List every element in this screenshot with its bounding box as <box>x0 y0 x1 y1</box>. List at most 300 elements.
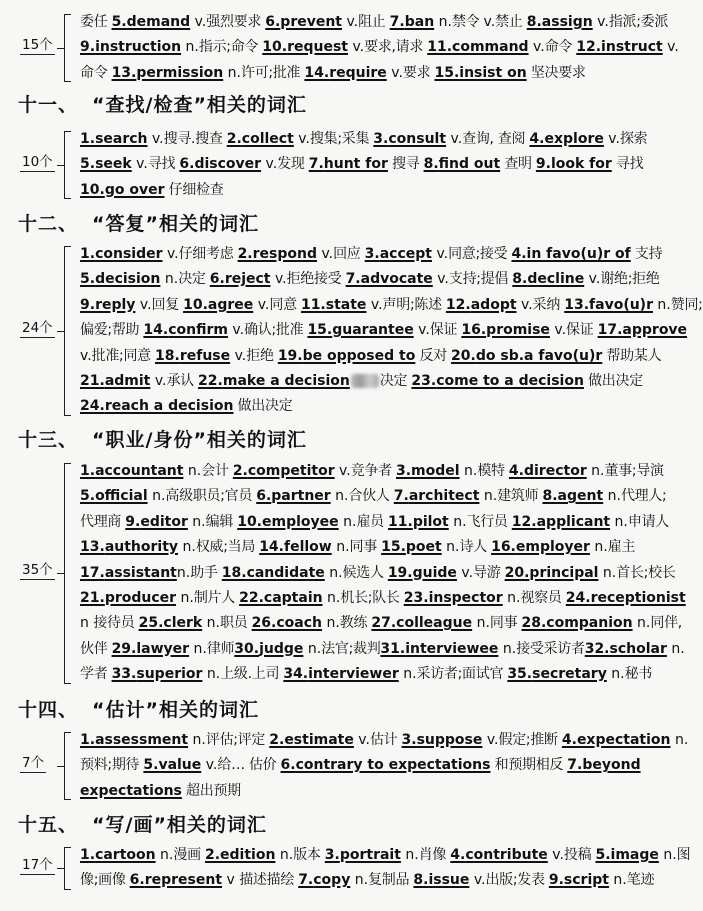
meaning-text: 拒绝接受 <box>286 271 346 288</box>
vocab-word: assessment <box>95 732 189 748</box>
part-of-speech: v. <box>549 322 567 339</box>
meaning-text: 助手 <box>190 564 222 581</box>
vocab-word: assign <box>541 14 593 30</box>
vocab-word: contribute <box>465 847 548 863</box>
part-of-speech: v. <box>353 732 370 748</box>
part-of-speech: v. <box>342 14 359 30</box>
word-list-line <box>80 242 682 267</box>
part-of-speech: n. <box>598 564 617 581</box>
meaning-text: 查询, 查阅 <box>462 131 530 147</box>
meaning-text: 同意;接受 <box>448 246 512 262</box>
bracket-tick <box>57 868 65 869</box>
entry-number: 17. <box>597 322 623 339</box>
entry-number: 2. <box>226 131 242 147</box>
entry-number: 1. <box>80 246 96 262</box>
meaning-text: 支持 <box>630 246 663 262</box>
meaning-text: 版本 <box>293 847 325 863</box>
entry-number: 13. <box>564 296 590 313</box>
entry-number: 7. <box>308 156 324 173</box>
entry-number: 7. <box>393 488 409 505</box>
word-list-line <box>80 152 682 177</box>
entry-number: 10. <box>80 181 105 198</box>
word-list-line <box>80 561 682 586</box>
part-of-speech: n. <box>666 640 685 657</box>
entry-number: 10. <box>262 39 288 56</box>
vocab-word: employee <box>262 513 339 530</box>
word-list-line <box>80 728 689 753</box>
vocab-word: secretary <box>532 666 607 683</box>
meaning-text: 和预期相反 <box>490 757 568 774</box>
part-of-speech: v. <box>201 757 218 774</box>
word-list <box>80 242 703 420</box>
section-heading <box>18 92 307 118</box>
vocab-word: be opposed to <box>302 347 416 364</box>
part-of-speech: v. <box>432 271 449 288</box>
meaning-text: 飞行员 <box>466 513 512 530</box>
part-of-speech: v. <box>482 732 499 748</box>
part-of-speech: n. <box>658 847 677 863</box>
section-heading <box>18 697 259 723</box>
bracket-tick <box>57 48 65 49</box>
part-of-speech: v. <box>446 131 463 147</box>
bracket-tick <box>57 573 65 574</box>
section-title: “职业/身份”相关的词汇 <box>92 429 307 451</box>
meaning-text: 机长;队长 <box>340 589 404 606</box>
bracket-brace <box>64 131 73 199</box>
vocab-word: promise <box>486 322 550 339</box>
vocab-word: go over <box>104 181 165 198</box>
vocab-word: model <box>411 463 460 479</box>
meaning-text: 职员 <box>220 615 252 632</box>
section-number: 十一、 <box>18 94 79 116</box>
part-of-speech: v. <box>230 347 247 364</box>
vocab-word: fellow <box>284 539 332 556</box>
vocab-word: suppose <box>416 732 483 748</box>
meaning-text: 拒绝 <box>246 347 278 364</box>
meaning-text: 给… 估价 <box>217 757 281 774</box>
vocab-word: favo(u)r <box>589 296 653 313</box>
word-list-line <box>80 10 682 35</box>
part-of-speech: n. <box>632 615 651 632</box>
part-of-speech: v. <box>547 847 564 863</box>
meaning-text: 合伙人 <box>348 488 394 505</box>
meaning-text: 指派;委派 <box>608 14 669 30</box>
entry-number: 19. <box>387 564 413 581</box>
vocab-word: clerk <box>163 615 203 632</box>
part-of-speech: n. <box>322 615 340 632</box>
word-list-line <box>80 293 703 318</box>
part-of-speech: v. <box>366 296 383 313</box>
entry-number: 6. <box>179 156 195 173</box>
vocab-word: agent <box>557 488 604 505</box>
entry-number: 9. <box>80 296 96 313</box>
meaning-text: 假定;推断 <box>498 732 562 748</box>
part-of-speech: n. <box>202 666 221 683</box>
entry-number: 4. <box>450 847 466 863</box>
entry-number: 4. <box>511 246 527 262</box>
entry-number: 25. <box>138 615 164 632</box>
meaning-text: 投稿 <box>563 847 596 863</box>
vocab-word: insist on <box>459 64 527 81</box>
entry-number: 7. <box>298 872 314 889</box>
blurred-text <box>351 374 379 388</box>
entry-number: 1. <box>80 131 96 147</box>
entry-number: 16. <box>461 322 487 339</box>
entry-number: 14. <box>304 64 330 81</box>
part-of-speech: n. <box>147 488 166 505</box>
vocab-word: approve <box>622 322 688 339</box>
meaning-text: 阻止 <box>358 14 390 30</box>
meaning-text: 候选人 <box>342 564 388 581</box>
entry-number: 24. <box>80 398 105 415</box>
part-of-speech: v. <box>483 14 496 30</box>
vocab-word: accountant <box>95 463 184 479</box>
word-list-line <box>80 459 682 484</box>
meaning-text: 许可;批准 <box>241 64 305 81</box>
entry-number: 5. <box>111 14 127 30</box>
part-of-speech: n. <box>338 513 357 530</box>
meaning-text: 搜寻.搜查 <box>163 131 227 147</box>
meaning-text: 描述描绘 <box>239 872 299 889</box>
entry-number: 13. <box>80 539 105 556</box>
word-list-line <box>80 127 682 152</box>
meaning-text: 做出决定 <box>583 372 643 389</box>
vocab-word: collect <box>241 131 294 147</box>
meaning-text: 禁令 <box>451 14 484 30</box>
vocab-word: issue <box>428 872 470 889</box>
entry-number: 12. <box>445 296 471 313</box>
word-list-line <box>80 178 682 203</box>
entry-number: 21. <box>80 372 105 389</box>
entry-number: 24. <box>565 589 591 606</box>
word-list-line <box>80 394 682 419</box>
entry-number: 6. <box>280 757 296 774</box>
entry-number: 2. <box>237 246 253 262</box>
part-of-speech: v. <box>147 131 164 147</box>
meaning-text: 代理商 <box>80 513 126 530</box>
meaning-text: 保证 <box>429 322 462 339</box>
meaning-text: 模特 <box>477 463 509 479</box>
meaning-text: 回复 <box>151 296 184 313</box>
entry-number: 17. <box>80 564 105 581</box>
section-number: 十四、 <box>18 699 79 721</box>
entry-number: 1. <box>80 463 96 479</box>
meaning-text: 制片人 <box>193 589 240 606</box>
section-title: “答复”相关的词汇 <box>92 213 259 235</box>
meaning-text: 教练 <box>339 615 372 632</box>
meaning-text: 发现 <box>277 156 309 173</box>
part-of-speech: n. <box>322 589 341 606</box>
meaning-text: 决定 <box>178 271 210 288</box>
meaning-text: 决定 <box>379 372 412 389</box>
entry-number: 15. <box>434 64 460 81</box>
meaning-text: 会计 <box>201 463 233 479</box>
part-of-speech: v. <box>150 372 167 389</box>
meaning-text: 搜寻 <box>387 156 424 173</box>
vocab-word: guide <box>412 564 457 581</box>
word-list-line <box>80 843 691 868</box>
entry-number: 3. <box>324 847 340 863</box>
meaning-text: 要求,请求 <box>364 39 428 56</box>
meaning-text: 回应 <box>333 246 365 262</box>
meaning-text: 反对 <box>415 347 452 364</box>
part-of-speech: n. <box>181 39 199 56</box>
entry-number: 8. <box>542 488 558 505</box>
meaning-text: 同事 <box>349 539 382 556</box>
part-of-speech: n. <box>652 296 671 313</box>
entry-number: 13. <box>111 64 137 81</box>
vocab-word: architect <box>408 488 480 505</box>
entry-number: 5. <box>595 847 611 863</box>
vocab-word: hunt for <box>323 156 388 173</box>
vocab-word: consult <box>388 131 447 147</box>
vocab-word: prevent <box>280 14 342 30</box>
section-title: “写/画”相关的词汇 <box>92 814 267 836</box>
entry-number: 6. <box>209 271 225 288</box>
vocab-word: contrary to expectations <box>295 757 491 774</box>
part-of-speech: n. <box>187 513 206 530</box>
word-count-label: 7个 <box>22 755 45 772</box>
part-of-speech: v <box>222 872 240 889</box>
word-list-line <box>80 753 682 778</box>
part-of-speech: n. <box>398 666 417 683</box>
bracket-brace <box>64 14 73 82</box>
entry-number: 1. <box>80 847 96 863</box>
meaning-text: 谢绝;拒绝 <box>600 271 660 288</box>
word-list <box>80 127 682 203</box>
meaning-text: 同事 <box>489 615 522 632</box>
vocab-word: inspector <box>428 589 503 606</box>
vocab-word: authority <box>104 539 179 556</box>
part-of-speech: v. <box>592 14 609 30</box>
entry-number: 23. <box>411 372 437 389</box>
entry-number: 2. <box>269 732 285 748</box>
part-of-speech: n. <box>670 732 689 748</box>
bracket-brace <box>64 732 73 800</box>
entry-number: 30. <box>234 640 260 657</box>
vocab-word: candidate <box>246 564 325 581</box>
meaning-text: 坚决要求 <box>526 64 586 81</box>
meaning-text: 代理人; <box>620 488 667 505</box>
vocab-word: demand <box>126 14 191 30</box>
vocab-word: command <box>452 39 529 56</box>
meaning-text: 接受采访者 <box>516 640 585 657</box>
word-list <box>80 459 686 688</box>
vocab-word: assistant <box>104 564 177 581</box>
entry-number: 10. <box>183 296 208 313</box>
bracket-brace <box>64 463 73 684</box>
vocab-word: colleague <box>396 615 473 632</box>
bracket-brace <box>64 847 73 890</box>
vocab-word: applicant <box>536 513 611 530</box>
part-of-speech: v. <box>528 39 545 56</box>
bracket-brace <box>64 246 73 416</box>
vocab-word: come to a decision <box>436 372 584 389</box>
entry-number: 7. <box>345 271 361 288</box>
vocab-word: search <box>95 131 148 147</box>
entry-number: 9. <box>80 39 96 56</box>
section-number: 十五、 <box>18 814 79 836</box>
part-of-speech: n. <box>188 732 206 748</box>
meaning-text: 保证 <box>566 322 598 339</box>
entry-number: 8. <box>512 271 528 288</box>
word-count-label: 10个 <box>22 154 53 171</box>
vocab-word: employer <box>515 539 590 556</box>
part-of-speech: n. <box>324 564 343 581</box>
vocab-word: find out <box>438 156 501 173</box>
vocab-word: make a decision <box>222 372 350 389</box>
meaning-text: 批准;同意 <box>91 347 156 364</box>
word-list-line <box>80 35 682 60</box>
vocab-word: partner <box>271 488 331 505</box>
part-of-speech: n. <box>603 488 621 505</box>
meaning-text: 承认 <box>166 372 199 389</box>
entry-number: 3. <box>373 131 389 147</box>
vocab-word: interviewee <box>405 640 499 657</box>
meaning-text: 雇主 <box>607 539 636 556</box>
meaning-text: 法官;裁判 <box>321 640 381 657</box>
meaning-text: 采访者;面试官 <box>416 666 508 683</box>
meaning-text: 首长;校长 <box>616 564 676 581</box>
part-of-speech: v. <box>227 322 245 339</box>
entry-number: 14. <box>259 539 284 556</box>
vocab-word: ban <box>404 14 435 30</box>
part-of-speech: n. <box>610 513 628 530</box>
word-list-line <box>80 535 682 560</box>
meaning-text: 查明 <box>500 156 536 173</box>
word-list-line <box>80 611 682 636</box>
meaning-text: 仔细考虑 <box>178 246 238 262</box>
vocab-word: producer <box>104 589 177 606</box>
part-of-speech: v. <box>413 322 430 339</box>
entry-number: 11. <box>388 513 413 530</box>
meaning-text: 要求 <box>402 64 435 81</box>
meaning-text: 支持;提倡 <box>448 271 513 288</box>
meaning-text: 偏爱;帮助 <box>80 322 144 339</box>
entry-number: 11. <box>427 39 453 56</box>
entry-number: 18. <box>155 347 180 364</box>
entry-number: 4. <box>508 463 524 479</box>
vocab-word: discover <box>194 156 262 173</box>
entry-number: 8. <box>413 872 429 889</box>
entry-number: 33. <box>111 666 137 683</box>
part-of-speech: v. <box>456 564 474 581</box>
part-of-speech: n. <box>176 589 194 606</box>
entry-number: 29. <box>111 640 137 657</box>
vocab-word: competitor <box>247 463 335 479</box>
part-of-speech: n. <box>330 488 349 505</box>
vocab-word: cartoon <box>95 847 156 863</box>
part-of-speech: n <box>80 615 94 632</box>
word-list-line <box>80 267 682 292</box>
part-of-speech: n. <box>589 539 608 556</box>
vocab-word: companion <box>546 615 633 632</box>
bracket-tick <box>57 165 65 166</box>
entry-number: 3. <box>364 246 380 262</box>
part-of-speech: v. <box>293 131 310 147</box>
meaning-text: 采纳 <box>532 296 565 313</box>
part-of-speech: n. <box>331 539 350 556</box>
entry-number: 32. <box>584 640 610 657</box>
vocab-word: official <box>95 488 148 505</box>
meaning-text: 预料;期待 <box>80 757 144 774</box>
part-of-speech: v. <box>469 872 486 889</box>
meaning-text: 禁止 <box>495 14 527 30</box>
vocab-word: principal <box>529 564 599 581</box>
entry-number: 6. <box>256 488 272 505</box>
part-of-speech: v. <box>162 246 179 262</box>
part-of-speech: n. <box>202 615 220 632</box>
meaning-text: 导游 <box>473 564 505 581</box>
meaning-text: 评估;评定 <box>205 732 270 748</box>
meaning-text: 帮助某人 <box>602 347 662 364</box>
entry-number: 5. <box>80 156 96 173</box>
meaning-text: 诗人 <box>459 539 492 556</box>
entry-number: 8. <box>526 14 542 30</box>
word-list <box>80 843 691 894</box>
entry-number: 22. <box>198 372 223 389</box>
part-of-speech: n. <box>275 847 294 863</box>
vocab-word: decline <box>527 271 585 288</box>
meaning-text: 同伴, <box>650 615 682 632</box>
entry-number: 20. <box>504 564 530 581</box>
word-count-label: 35个 <box>22 562 53 579</box>
meaning-text: 仔细检查 <box>164 181 224 198</box>
vocab-word: copy <box>313 872 351 889</box>
part-of-speech: v. <box>261 156 278 173</box>
entry-number: 7. <box>567 757 583 774</box>
meaning-text: 寻找 <box>611 156 644 173</box>
entry-number: 7. <box>389 14 405 30</box>
meaning-text: 律师 <box>206 640 235 657</box>
part-of-speech: n. <box>441 539 460 556</box>
meaning-text: 像;画像 <box>80 872 130 889</box>
section-heading <box>18 812 267 838</box>
part-of-speech: n. <box>160 271 179 288</box>
entry-number: 34. <box>283 666 309 683</box>
part-of-speech: n. <box>183 463 202 479</box>
word-count-label: 24个 <box>22 319 53 336</box>
meaning-text: 董事;导演 <box>604 463 664 479</box>
vocab-word: poet <box>405 539 442 556</box>
meaning-text: 寻找 <box>147 156 180 173</box>
section-heading <box>18 211 259 237</box>
vocab-word: instruct <box>601 39 663 56</box>
entry-number: 4. <box>529 131 545 147</box>
part-of-speech: v. <box>432 246 449 262</box>
part-of-speech: v. <box>253 296 270 313</box>
meaning-text: 委任 <box>80 14 112 30</box>
part-of-speech: n. <box>608 872 627 889</box>
vocab-word: reject <box>224 271 271 288</box>
meaning-text: 秘书 <box>624 666 653 683</box>
vocab-word: respond <box>252 246 317 262</box>
part-of-speech: n. <box>155 847 174 863</box>
entry-number: 1. <box>80 732 96 748</box>
entry-number: 14. <box>143 322 169 339</box>
meaning-text: 编辑 <box>205 513 238 530</box>
entry-number: 18. <box>221 564 247 581</box>
section-title: “查找/检查”相关的词汇 <box>92 94 307 116</box>
word-list-line <box>80 586 686 611</box>
vocab-word: receptionist <box>590 589 686 606</box>
entry-number: 19. <box>277 347 303 364</box>
bracket-tick <box>57 331 65 332</box>
vocab-word: look for <box>550 156 612 173</box>
vocab-word: require <box>329 64 387 81</box>
entry-number: 27. <box>371 615 397 632</box>
part-of-speech: n. <box>176 564 191 581</box>
